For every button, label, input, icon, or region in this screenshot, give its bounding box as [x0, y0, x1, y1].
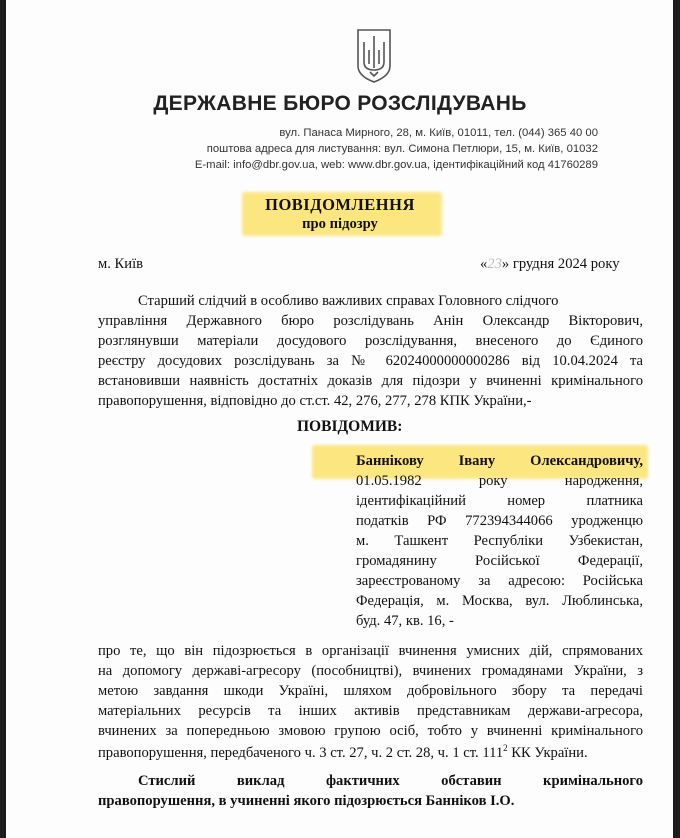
suspect-detail-line: зареєстрованому за адресою: Російська	[356, 573, 643, 589]
suspicion-line-last: правопорушення, передбаченого ч. 3 ст. 27, ч. 2 ст. 28, ч. 1 ст. $111^2$ КК України.	[98, 743, 588, 761]
suspect-detail-line: податків РФ 772394344066 уродженцю	[356, 513, 643, 529]
date-day: 23	[487, 256, 502, 272]
suspect-detail-line: 01.05.1982 року народження,	[356, 473, 643, 489]
document-subtitle: про підозру	[302, 216, 378, 232]
suspect-detail-line: Федерація, м. Москва, вул. Люблинська,	[356, 593, 643, 609]
trident-emblem-icon	[356, 28, 392, 84]
intro-line: Старший слідчий в особливо важливих справах Головного слідчого	[138, 293, 559, 309]
intro-line: встановивши наявність достатніх доказів для підозри у вчиненні кримінального	[98, 373, 643, 389]
organization-name: ДЕРЖАВНЕ БЮРО РОЗСЛІДУВАНЬ	[153, 92, 527, 115]
suspicion-line: матеріальних ресурсів та інших активів представникам держави-агресора,	[98, 703, 643, 719]
suspicion-line: на допомогу державі-агресору (пособництві), вчинених громадянами України, з	[98, 663, 643, 679]
notified-heading: ПОВІДОМИВ:	[297, 418, 403, 435]
suspicion-line: вчинених за попередньою змовою групою осіб, тобто у вчиненні кримінального	[98, 723, 643, 739]
suspect-detail-line: ідентифікаційний номер платника	[356, 493, 643, 509]
suspect-name: Баннікову Івану Олександровичу,	[356, 453, 643, 469]
summary-heading-line: Стислий виклад фактичних обставин кримінального	[138, 773, 643, 789]
summary-heading-line: правопорушення, в учиненні якого підозрюється Банніков І.О.	[98, 793, 515, 809]
suspicion-line: метою завдання шкоди Україні, шляхом добровільного збору та передачі	[98, 683, 643, 699]
suspect-detail-line: м. Ташкент Республіки Узбекистан,	[356, 533, 643, 549]
place: м. Київ	[98, 256, 144, 272]
email-line: E-mail: info@dbr.gov.ua, web: www.dbr.gov.ua, ідентифікаційний код 41760289	[194, 159, 598, 171]
address-line: вул. Панаса Мирного, 28, м. Київ, 01011, тел. (044) 365 40 00	[279, 127, 598, 139]
intro-line: розглянувши матеріали досудового розслідування, внесеного до Єдиного	[98, 333, 643, 349]
suspect-detail-line: буд. 47, кв. 16, -	[356, 613, 454, 629]
document-title: ПОВІДОМЛЕННЯ	[265, 195, 415, 214]
postal-address-line: поштова адреса для листування: вул. Симона Петлюри, 15, м. Київ, 01032	[206, 143, 598, 155]
intro-line: реєстру досудових розслідувань за № 62024000000000286 від 10.04.2024 та	[98, 353, 643, 369]
document-date: «23» грудня 2024 року	[480, 256, 620, 272]
intro-line: правопорушення, відповідно до ст.ст. 42, 276, 277, 278 КПК України,-	[98, 393, 532, 409]
suspect-detail-line: громадянину Російської Федерації,	[356, 553, 643, 569]
intro-line: управління Державного бюро розслідувань Анін Олександр Вікторович,	[98, 313, 643, 329]
suspicion-line: про те, що він підозрюється в організації вчинення умисних дій, спрямованих	[98, 643, 643, 659]
